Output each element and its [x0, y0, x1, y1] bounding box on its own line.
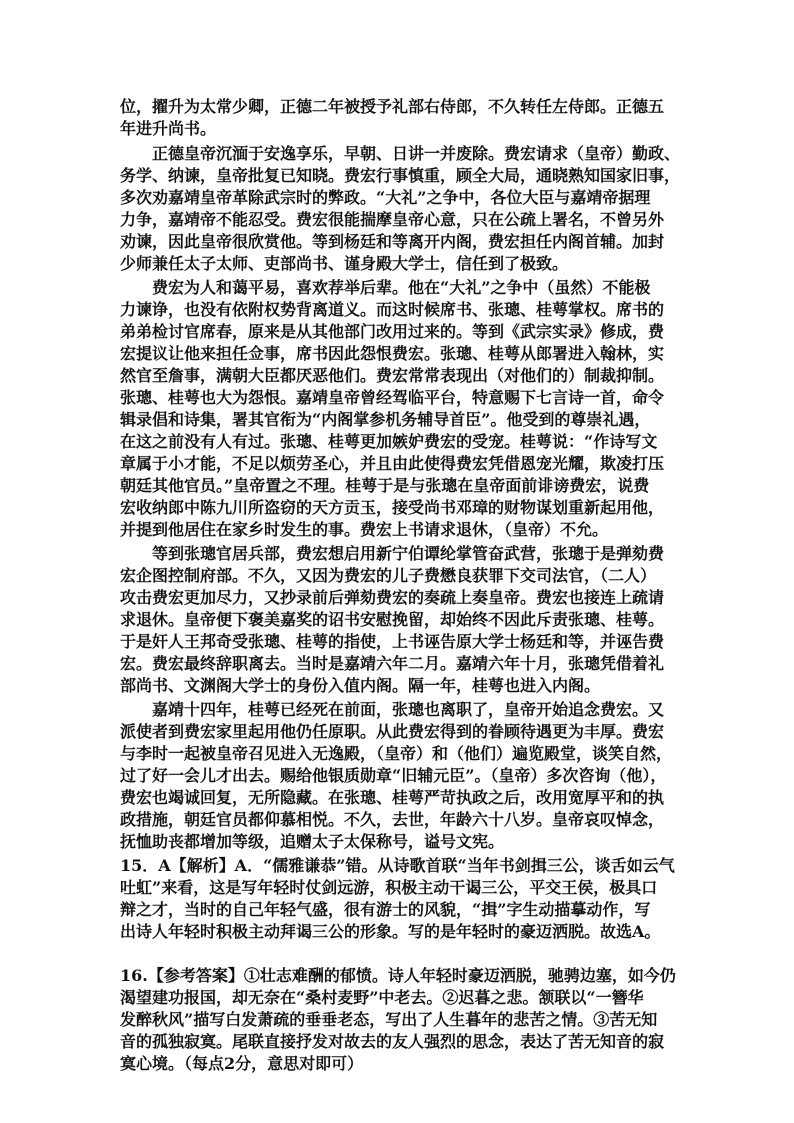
text-line: 弟弟检讨官席春，原来是从其他部门改用过来的。等到《武宗实录》修成，费 — [120, 322, 665, 341]
text-line: 部尚书、文渊阁大学士的身份入值内阁。隔一年，桂萼也进入内阁。 — [120, 676, 601, 695]
text-line: 宏。费宏最终辞职离去。当时是嘉靖六年二月。嘉靖六年十月，张璁凭借着礼 — [120, 654, 665, 673]
text-line: 张璁、桂萼也大为怨恨。嘉靖皇帝曾经驾临平台，特意赐下七言诗一首，命令 — [120, 388, 665, 407]
text-line: 嘉靖十四年，桂萼已经死在前面，张璁也离职了，皇帝开始追念费宏。又 — [120, 700, 665, 719]
text-line: 吐虹”来看，这是写年轻时仗剑远游，积极主动干谒三公，平交王侯，极具口 — [120, 878, 658, 897]
text-line: 抚恤助丧都增加等级，追赠太子太保称号，谥号文宪。 — [120, 832, 505, 851]
text-line: 16.【参考答案】①壮志难酬的郁愤。诗人年轻时豪迈洒脱，驰骋边塞，如今仍 — [120, 966, 676, 985]
text-line: 攻击费宏更加尽力，又抄录前后弹劾费宏的奏疏上奏皇帝。费宏也接连上疏请 — [120, 588, 665, 607]
text-line: 费宏为人和蔼平易，喜欢荐举后辈。他在“大礼”之争中（虽然）不能极 — [120, 278, 651, 297]
text-line: 寞心境。（每点2分，意思对即可） — [120, 1054, 364, 1073]
text-line: 15．A【解析】A．“儒雅谦恭”错。从诗歌首联“当年书剑揖三公，谈舌如云气 — [120, 856, 675, 875]
text-line: 多次劝嘉靖皇帝革除武宗时的弊政。“大礼”之争中，各位大臣与嘉靖帝据理 — [120, 188, 651, 207]
text-line: 并提到他居住在家乡时发生的事。费宏上书请求退休，（皇帝）不允。 — [120, 520, 609, 539]
text-line: 过了好一会儿才出去。赐给他银质勋章“旧辅元臣”。（皇帝）多次咨询（他）， — [120, 766, 667, 785]
text-line: 章属于小才能，不足以烦劳圣心，并且由此使得费宏凭借恩宠光耀，欺凌打压 — [120, 454, 665, 473]
text-line: 于是奸人王邦奇受张璁、桂萼的指使，上书诬告原大学士杨廷和等，并诬告费 — [120, 632, 665, 651]
text-line: 朝廷其他官员。”皇帝置之不理。桂萼于是与张璁在皇帝面前诽谤费宏，说费 — [120, 476, 650, 495]
text-line: 务学、纳谏，皇帝批复已知晓。费宏行事慎重，顾全大局，通晓熟知国家旧事， — [120, 166, 680, 185]
text-line: 费宏也竭诚回复，无所隐藏。在张璁、桂萼严苛执政之后，改用宽厚平和的执 — [120, 788, 665, 807]
text-line: 宏提议让他来担任佥事，席书因此怨恨费宏。张璁、桂萼从郎署进入翰林，实 — [120, 344, 665, 363]
text-line: 正德皇帝沉湎于安逸享乐，早朝、日讲一并废除。费宏请求（皇帝）勤政、 — [120, 144, 680, 163]
text-line: 出诗人年轻时积极主动拜谒三公的形象。写的是年轻时的豪迈洒脱。故选A。 — [120, 922, 661, 941]
text-line: 辑录倡和诗集，署其官衔为“内阁掌参机务辅导首臣”。他受到的尊崇礼遇， — [120, 410, 651, 429]
text-line: 然官至詹事，满朝大臣都厌恶他们。费宏常常表现出（对他们的）制裁抑制。 — [120, 366, 665, 385]
text-line: 力谏诤，也没有依附权势背离道义。而这时候席书、张璁、桂萼掌权。席书的 — [120, 300, 665, 319]
text-line: 少师兼任太子太师、吏部尚书、谨身殿大学士，信任到了极致。 — [120, 254, 569, 273]
text-line: 等到张璁官居兵部，费宏想启用新宁伯谭纶掌管奋武营，张璁于是弹劾费 — [120, 544, 665, 563]
text-line: 求退休。皇帝便下褒美嘉奖的诏书安慰挽留，却始终不因此斥责张璁、桂萼。 — [120, 610, 665, 629]
text-line: 劝谏，因此皇帝很欣赏他。等到杨廷和等离开内阁，费宏担任内阁首辅。加封 — [120, 232, 665, 251]
text-line — [120, 943, 680, 965]
text-line: 位，擢升为太常少卿，正德二年被授予礼部右侍郎，不久转任左侍郎。正德五 — [120, 97, 665, 116]
text-line: 发醉秋风”描写白发萧疏的垂垂老态，写出了人生暮年的悲苦之情。③苦无知 — [120, 1010, 658, 1029]
text-line: 在这之前没有人有过。张璁、桂萼更加嫉妒费宏的受宠。桂萼说：“作诗写文 — [120, 432, 658, 451]
text-line: 与李时一起被皇帝召见进入无逸殿，（皇帝）和（他们）遍览殿堂，谈笑自然， — [120, 744, 673, 763]
text-line: 派使者到费宏家里起用他仍任原职。从此费宏得到的眷顾待遇更为丰厚。费宏 — [120, 722, 665, 741]
text-line: 政措施，朝廷官员都仰慕相悦。不久，去世，年龄六十八岁。皇帝哀叹悼念， — [120, 810, 665, 829]
text-line: 宏企图控制府部。不久，又因为费宏的儿子费懋良获罪下交司法官，（二人） — [120, 566, 657, 585]
text-line: 辩之才，当时的自己年轻气盛，很有游士的风貌，“揖”字生动描摹动作，写 — [120, 900, 651, 919]
text-line: 音的孤独寂寞。尾联直接抒发对故去的友人强烈的思念，表达了苦无知音的寂 — [120, 1032, 665, 1051]
text-line: 渴望建功报国，却无奈在“桑村麦野”中老去。②迟暮之悲。颔联以“一簪华 — [120, 988, 644, 1007]
text-line: 宏收纳郎中陈九川所盗窃的天方贡玉，接受尚书邓璋的财物谋划重新起用他， — [120, 498, 665, 517]
text-line: 力争，嘉靖帝不能忍受。费宏很能揣摩皇帝心意，只在公疏上署名，不曾另外 — [120, 210, 665, 229]
text-line: 年进升尚书。 — [120, 119, 217, 138]
